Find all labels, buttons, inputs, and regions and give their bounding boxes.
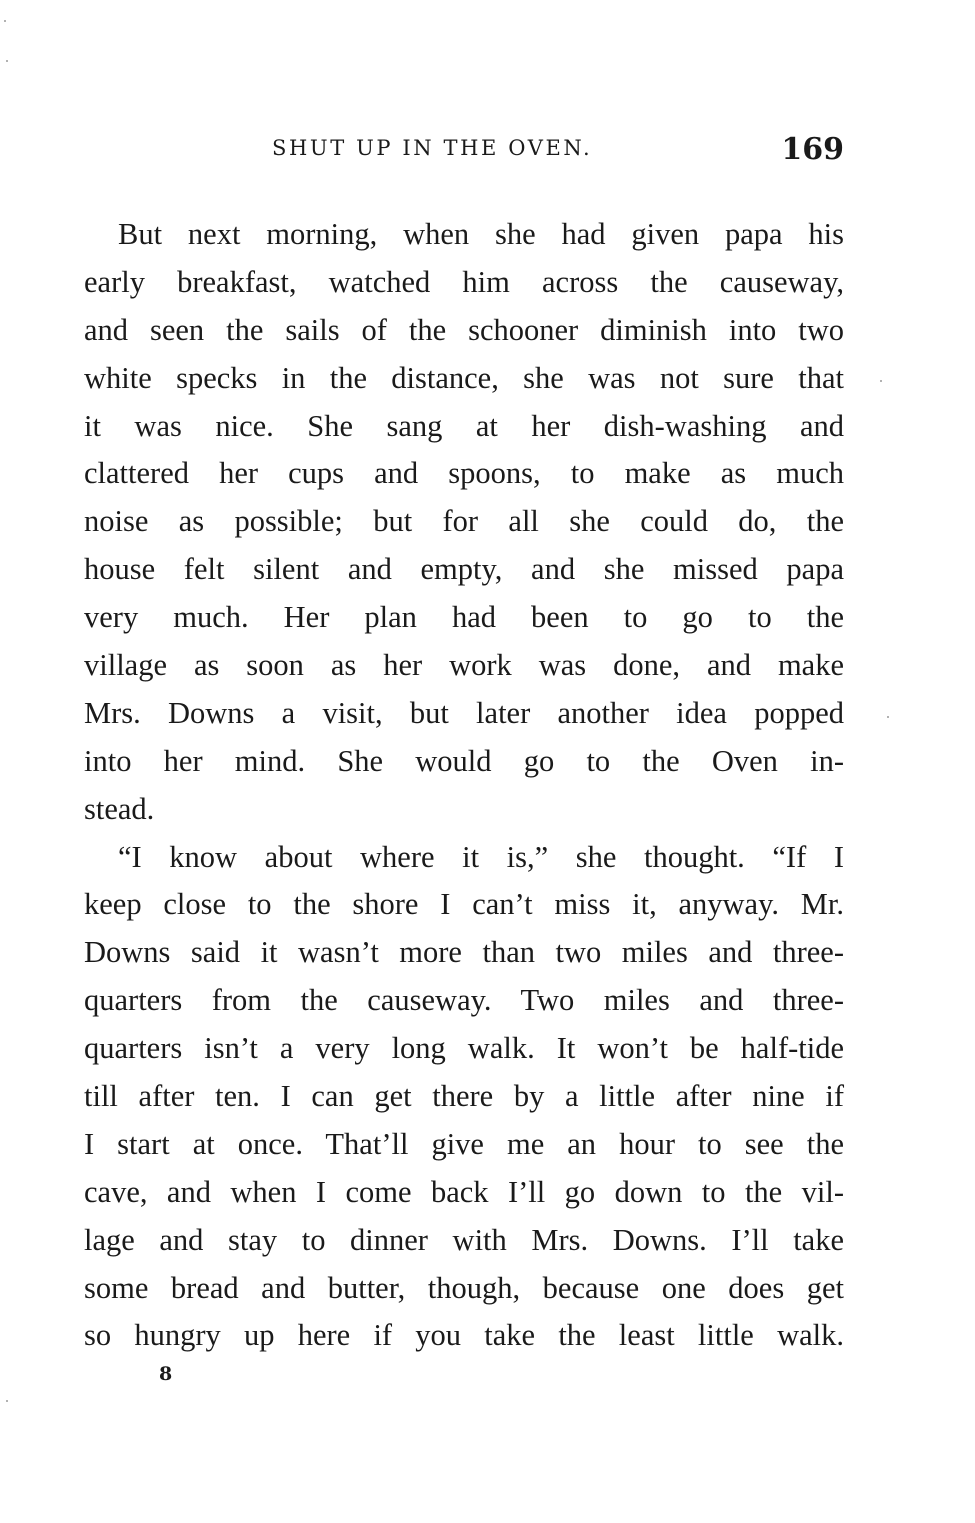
paper-speck	[4, 20, 6, 22]
text-line: till after ten. I can get there by a little after nine if	[84, 1079, 844, 1114]
page-number: 169	[781, 132, 844, 167]
paper-speck	[6, 60, 8, 62]
text-line: stead.	[84, 791, 155, 826]
text-line: it was nice. She sang at her dish-washing and	[84, 408, 844, 443]
text-line: Mrs. Downs a visit, but later another idea popped	[84, 695, 844, 730]
text-line: Downs said it wasn’t more than two miles and three-	[84, 935, 844, 970]
text-line: so hungry up here if you take the least little walk.	[84, 1318, 844, 1353]
text-line: village as soon as her work was done, and make	[84, 648, 844, 683]
text-line: white specks in the distance, she was not sure that	[84, 360, 844, 395]
running-title: SHUT UP IN THE OVEN.	[272, 136, 593, 160]
signature-mark: 8	[159, 1363, 173, 1385]
text-line: “I know about where it is,” she thought. “If I	[118, 839, 844, 874]
paragraph-1	[84, 211, 844, 834]
text-line: quarters from the causeway. Two miles and three-	[84, 983, 844, 1018]
text-line: very much. Her plan had been to go to the	[84, 600, 844, 635]
text-line: keep close to the shore I can’t miss it, anyway. Mr.	[84, 887, 844, 922]
running-head	[84, 132, 844, 172]
text-line: I start at once. That’ll give me an hour to see the	[84, 1126, 844, 1161]
paper-speck	[887, 716, 889, 718]
text-line: into her mind. She would go to the Oven in-	[84, 743, 844, 778]
text-line: cave, and when I come back I’ll go down to the vil-	[84, 1174, 844, 1209]
text-line: some bread and butter, though, because one does get	[84, 1270, 844, 1305]
text-line: quarters isn’t a very long walk. It won’t be half-tide	[84, 1031, 844, 1066]
text-line: and seen the sails of the schooner diminish into two	[84, 312, 844, 347]
text-line: lage and stay to dinner with Mrs. Downs. I’ll take	[84, 1222, 844, 1257]
body-text	[84, 211, 844, 1360]
text-line: noise as possible; but for all she could do, the	[84, 504, 844, 539]
paper-speck	[6, 1400, 8, 1402]
text-line: clattered her cups and spoons, to make as much	[84, 456, 844, 491]
paragraph-2	[84, 834, 844, 1361]
text-line: house felt silent and empty, and she missed papa	[84, 552, 844, 587]
paper-speck	[880, 380, 882, 382]
text-line: early breakfast, watched him across the causeway,	[84, 264, 844, 299]
text-line: But next morning, when she had given papa his	[118, 217, 844, 251]
